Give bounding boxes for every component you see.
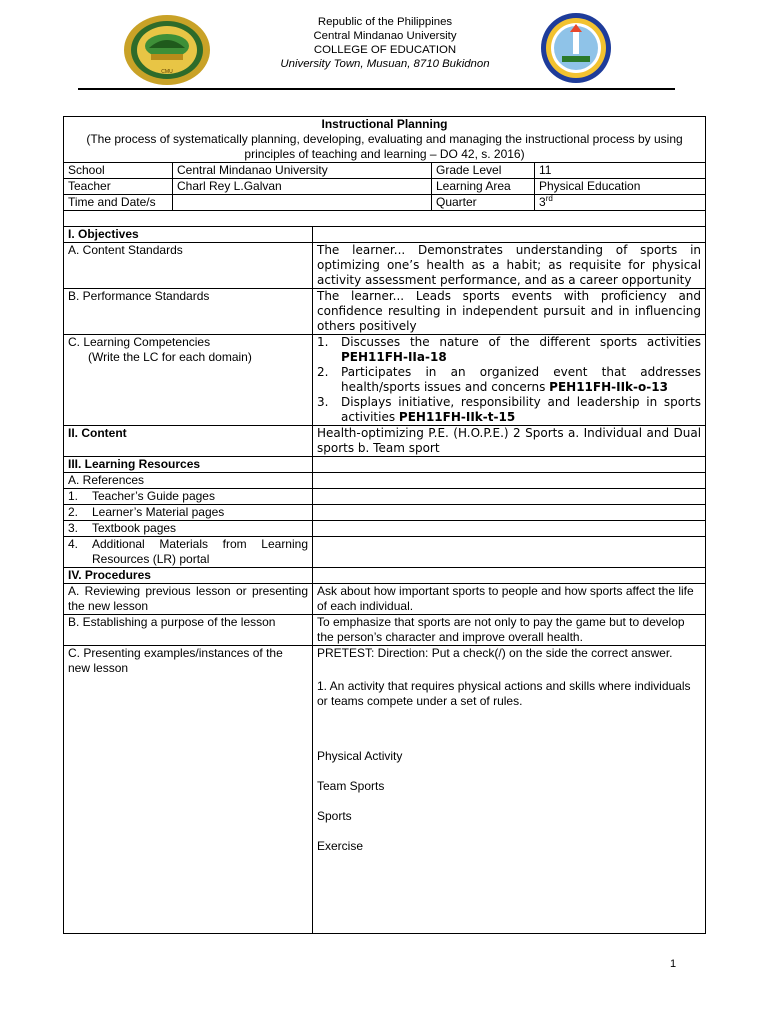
- header-divider: [78, 88, 675, 90]
- competency-code: PEH11FH-IIk-o-13: [549, 380, 668, 394]
- grade-level-value: 11: [535, 163, 706, 179]
- learning-competencies-label: C. Learning Competencies: [68, 335, 211, 349]
- procedure-b-label: B. Establishing a purpose of the lesson: [64, 615, 313, 646]
- grade-level-label: Grade Level: [432, 163, 535, 179]
- content-standards-label: A. Content Standards: [64, 243, 313, 289]
- resource-blank: [313, 489, 706, 505]
- spacer-row: [64, 211, 706, 227]
- procedure-c-content: [313, 646, 706, 934]
- resource-item: [64, 505, 313, 521]
- teacher-label: Teacher: [64, 179, 173, 195]
- pretest-option: Team Sports: [317, 779, 385, 793]
- resource-text: Textbook pages: [92, 521, 177, 535]
- quarter-ordinal: rd: [545, 194, 553, 203]
- learning-resources-blank: [313, 457, 706, 473]
- content-standards-text: The learner... Demonstrates understanding of sports in optimizing one’s health as a habit; as requisite for physical activity assessment performance, and as a career opportunity: [313, 243, 706, 289]
- cmu-seal-logo: [123, 14, 211, 86]
- quarter-value: [535, 195, 706, 211]
- school-label: School: [64, 163, 173, 179]
- plan-title: Instructional Planning: [321, 117, 448, 131]
- content-text: Health-optimizing P.E. (H.O.P.E.) 2 Sports a. Individual and Dual sports b. Team sport: [313, 426, 706, 457]
- objectives-heading: I. Objectives: [64, 227, 313, 243]
- procedure-c-label: C. Presenting examples/instances of the new lesson: [64, 646, 313, 934]
- teacher-value: Charl Rey L.Galvan: [173, 179, 432, 195]
- school-value: Central Mindanao University: [173, 163, 432, 179]
- quarter-label: Quarter: [432, 195, 535, 211]
- references-blank: [313, 473, 706, 489]
- header-university: Central Mindanao University: [313, 30, 457, 42]
- competency-num: 1.: [317, 335, 329, 349]
- competency-item: [317, 335, 701, 365]
- plan-title-cell: [64, 117, 706, 163]
- instructional-plan-table: [63, 116, 706, 934]
- competency-num: 3.: [317, 395, 329, 409]
- resource-item: [64, 537, 313, 568]
- pretest-option: Exercise: [317, 839, 364, 853]
- learning-competencies-label-cell: [64, 335, 313, 426]
- objectives-heading-blank: [313, 227, 706, 243]
- procedure-b-text: To emphasize that sports are not only to pay the game but to develop the person’s character and improve overall health.: [313, 615, 706, 646]
- resource-num: 2.: [68, 505, 79, 519]
- learning-competencies-list: [313, 335, 706, 426]
- resource-item: [64, 521, 313, 537]
- resource-num: 3.: [68, 521, 79, 535]
- quarter-number: 3: [539, 195, 546, 209]
- competency-text: Discusses the nature of the different sports activities: [341, 335, 702, 349]
- competency-text: Displays initiative, responsibility and leadership in sports activities: [341, 395, 702, 424]
- learning-competencies-sub: (Write the LC for each domain): [88, 350, 252, 364]
- college-of-education-seal-logo: [540, 12, 612, 84]
- performance-standards-text: The learner... Leads sports events with proficiency and confidence resulting in independent pursuit and in influencing others positively: [313, 289, 706, 335]
- competency-code: PEH11FH-IIk-t-15: [398, 410, 516, 424]
- document-header: [0, 0, 768, 100]
- learning-area-value: Physical Education: [535, 179, 706, 195]
- competency-num: 2.: [317, 365, 329, 379]
- resource-text: Teacher’s Guide pages: [92, 489, 215, 503]
- procedures-blank: [313, 568, 706, 584]
- competency-text: Participates in an organized event that addresses health/sports issues and concerns: [341, 365, 702, 394]
- time-date-value: [173, 195, 432, 211]
- page-number: 1: [670, 958, 677, 970]
- references-label: A. References: [64, 473, 313, 489]
- competency-code: PEH11FH-IIa-18: [341, 350, 447, 364]
- header-college: COLLEGE OF EDUCATION: [313, 44, 457, 56]
- svg-text:CMU: CMU: [161, 69, 173, 75]
- header-text: [230, 15, 540, 71]
- procedure-a-text: Ask about how important sports to people and how sports affect the life of each individual.: [313, 584, 706, 615]
- competency-item: [317, 365, 701, 395]
- resource-num: 4.: [68, 537, 79, 551]
- resource-num: 1.: [68, 489, 79, 503]
- resource-text: Additional Materials from Learning Resources (LR) portal: [92, 537, 308, 566]
- learning-area-label: Learning Area: [432, 179, 535, 195]
- pretest-option: Sports: [317, 809, 352, 823]
- time-date-label: Time and Date/s: [64, 195, 173, 211]
- resource-blank: [313, 505, 706, 521]
- plan-subtitle: (The process of systematically planning, developing, evaluating and managing the instructional process by using principles of teaching and learning – DO 42, s. 2016): [86, 132, 683, 161]
- procedure-a-label: A. Reviewing previous lesson or presenting the new lesson: [64, 584, 313, 615]
- pretest-option: Physical Activity: [317, 749, 403, 763]
- performance-standards-label: B. Performance Standards: [64, 289, 313, 335]
- resource-blank: [313, 521, 706, 537]
- learning-resources-heading: III. Learning Resources: [64, 457, 313, 473]
- pretest-direction: PRETEST: Direction: Put a check(/) on the side the correct answer.: [317, 646, 673, 660]
- pretest-question: 1. An activity that requires physical actions and skills where individuals or teams compete under a set of rules.: [317, 679, 691, 708]
- header-republic: Republic of the Philippines: [317, 16, 453, 28]
- resource-text: Learner’s Material pages: [92, 505, 225, 519]
- content-heading: II. Content: [64, 426, 313, 457]
- header-address: University Town, Musuan, 8710 Bukidnon: [280, 58, 490, 70]
- competency-item: [317, 395, 701, 425]
- resource-item: [64, 489, 313, 505]
- procedures-heading: IV. Procedures: [64, 568, 313, 584]
- resource-blank: [313, 537, 706, 568]
